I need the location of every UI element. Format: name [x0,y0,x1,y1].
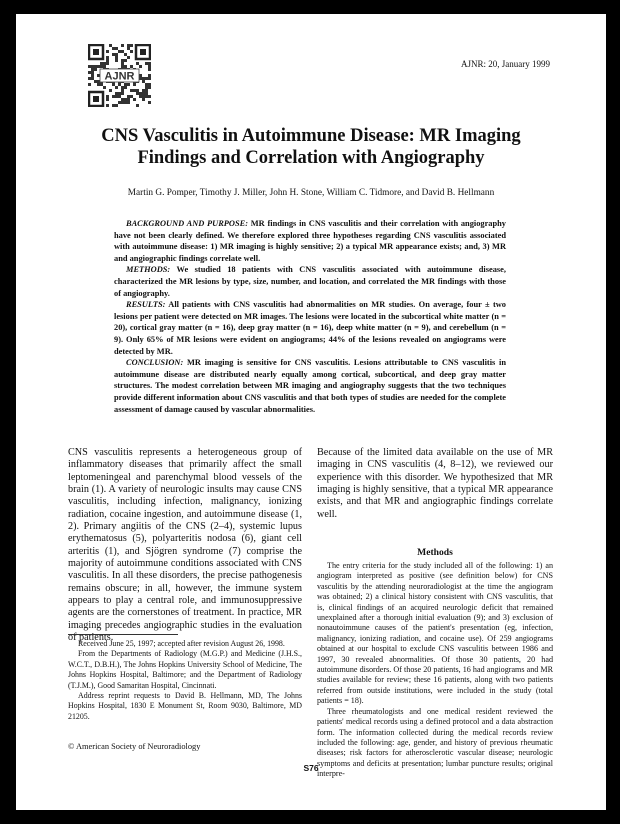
reprints-note: Address reprint requests to David B. Hellmann, MD, The Johns Hopkins Hospital, 1830 E Monument St, Room 9030, Baltimore, MD 21205. [68,691,302,721]
intro-paragraph: CNS vasculitis represents a heterogeneous group of inflammatory diseases that primarily affect the small leptomeningeal and parenchymal blood vessels of the brain (1). A variety of neurologic insults may cause CNS vasculitis, including infection, malignancy, ionizing radiation, cocaine ingestion, and autoimmune disease (1, 2). Primary angiitis of the CNS (2–4), systemic lupus erythematosus (5), polyarteritis nodosa (6), giant cell arteritis (1), and Sjögren syndrome (7) comprise the majority of autoimmune conditions associated with CNS vasculitis. In all these disorders, the precise pathogenesis remains obscure; in all, however, the immune system appears to play a central role, and immunosuppressive agents are the cornerstones of treatment. In practice, MR imaging precedes angiographic studies in the evaluation of patients. [68,447,302,644]
body-right-column [317,447,553,521]
hypothesis-paragraph: Because of the limited data available on the use of MR imaging in CNS vasculitis (4, 8–12), we reviewed our experience with this disorder. We hypothesized that MR imaging is highly sensitive, that a typical MR appearance exists, and that MR and angiographic findings correlate well. [317,447,553,520]
methods-paragraph-2: Three rheumatologists and one medical resident reviewed the patients' medical records using a defined protocol and a data abstraction form. The information collected during the medical records review included the following: age, gender, and history of previous rheumatic diseases; risk factors for atherosclerotic vascular disease; neurologic symptoms and deficits at presentation; lumbar puncture results; original interpre- [317,706,553,779]
copyright-notice: © American Society of Neuroradiology [68,742,201,751]
author-list: Martin G. Pomper, Timothy J. Miller, John H. Stone, William C. Tidmore, and David B. Hellmann [127,188,495,198]
results-text: All patients with CNS vasculitis had abnormalities on MR studies. On average, four ± two lesions per patient were detected on MR images. The lesions were located in the subcortical white matter (n = 20), cortical gray matter (n = 16), deep gray matter (n = 16), deep white matter (n = 9), and cerebellum (n = 9). Only 65% of MR lesions were evident on angiograms; 44% of the lesions revealed on angiograms were detected by MR. [114,300,506,356]
conclusion-label: CONCLUSION: [126,358,184,368]
title-line-2: Findings and Correlation with Angiography [137,148,485,168]
methods-text: We studied 18 patients with CNS vasculitis associated with autoimmune disease, characterized the MR lesions by type, size, number, and location, and correlated the MR findings with those of angiography. [114,265,506,298]
journal-issue-info: AJNR: 20, January 1999 [461,59,550,69]
abstract-results [114,299,506,357]
conclusion-text: MR imaging is sensitive for CNS vasculitis. Lesions attributable to CNS vasculitis in autoimmune disease are distributed nearly equally among cortical, subcortical, and deep gray matter structures. The modest correlation between MR imaging and angiography suggests that the two techniques provide different information about CNS vasculitis and that both types of studies are needed for the complete assessment of damage caused by vascular abnormalities. [114,358,506,414]
qr-code-icon [88,44,151,107]
title-line-1: CNS Vasculitis in Autoimmune Disease: MR Imaging [101,126,521,146]
abstract-methods [114,264,506,299]
journal-logo-qr [88,44,151,107]
logo-text: AJNR [104,70,135,83]
journal-page [16,14,606,810]
affiliations-note: From the Departments of Radiology (M.G.P.) and Medicine (J.H.S., W.C.T., D.B.H.), The Johns Hopkins University School of Medicine, The Johns Hopkins Hospital, Baltimore; and the Department of Radiology (T.J.M.), Good Samaritan Hospital, Cincinnati. [68,649,302,690]
methods-paragraph-1: The entry criteria for the study included all of the following: 1) an angiogram interpreted as positive (see definition below) for CNS vasculitis by the attending neuroradiologist at the time the angiogram was obtained; 2) a clinical history consistent with CNS vasculitis, that is, clinical findings of an acquired neurologic deficit that remained unexplained after a thorough initial evaluation (9); and 3) exclusion of nonautoimmune causes of the patient's presentation (eg, infection, malignancy, ionizing radiation, and cocaine use). Of 259 angiograms obtained at our hospital to exclude CNS vasculitis between 1986 and 1997, 30 revealed abnormalities. Of those 30 patients, 20 had autoimmune disorders. Of those 20 patients, 16 had angiograms and MR studies available for review; these 16 patients, along with two patients referred from outside institutions, were included in the study (total patients = 18). [317,561,553,706]
methods-section [317,561,553,780]
footnotes [68,639,302,722]
background-text: MR findings in CNS vasculitis and their correlation with angiography have not been clearly defined. We therefore explored three hypotheses regarding CNS vasculitis associated with autoimmune disease: 1) MR imaging is highly sensitive; 2) a typical MR appearance exists; and, 3) MR and angiographic findings correlate well. [114,219,506,263]
abstract-conclusion [114,357,506,415]
results-label: RESULTS: [126,300,166,310]
footnote-divider [68,634,178,635]
page-number: S76 [303,763,319,773]
abstract [114,218,506,415]
article-title [56,125,566,169]
methods-label: METHODS: [126,265,171,275]
abstract-background [114,218,506,264]
body-left-column [68,447,302,645]
background-label: BACKGROUND AND PURPOSE: [126,219,248,228]
received-note: Received June 25, 1997; accepted after revision August 26, 1998. [78,639,285,648]
methods-heading: Methods [417,547,453,558]
